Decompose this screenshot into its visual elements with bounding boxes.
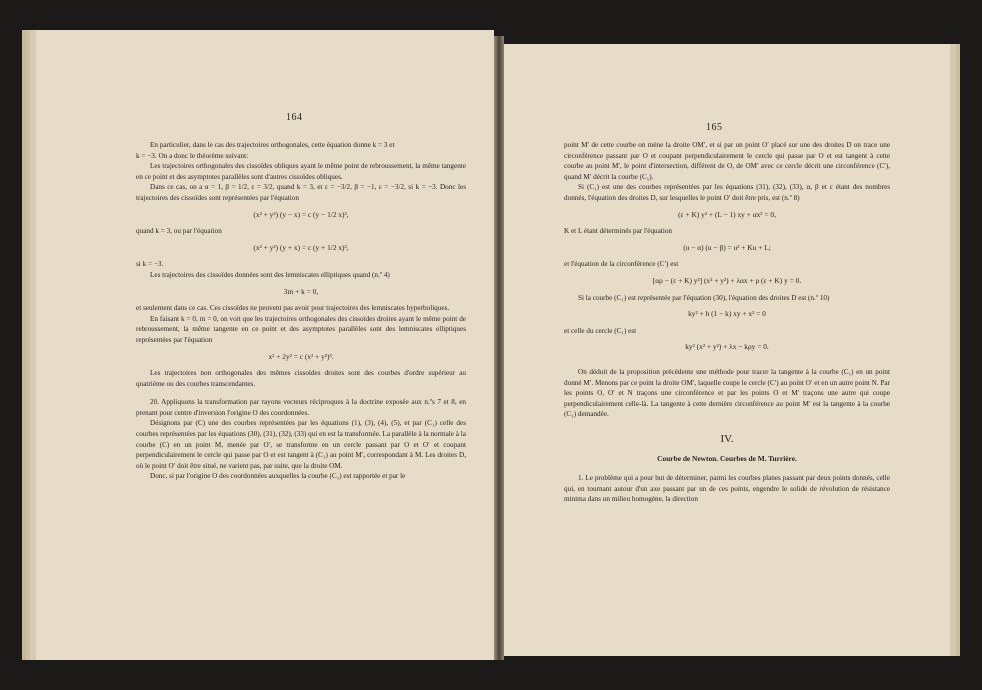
paragraph: En particulier, dans le cas des trajectoires orthogonales, cette équation donne k = 3 et	[150, 141, 395, 149]
equation: x² + 2y² = c (x² + y²)³.	[268, 351, 334, 361]
spacer	[564, 359, 890, 367]
paragraph: K et L étant déterminés par l'équation	[564, 227, 673, 236]
paragraph: Si (C₁) est une des courbes représentées par les équations (31), (32), (33), α, β et ε étant des nombres donnés, l'équation des droites D, sur lesquelles le point O′ doit être pris, est (n.º 8)	[564, 183, 890, 202]
section-title: Courbe de Newton. Courbes de M. Turrière.	[657, 454, 797, 464]
book-gutter	[494, 36, 504, 660]
page-number-right: 165	[706, 122, 723, 133]
paragraph: Dans ce cas, on a α = 1, β = 1/2, ε = 3/2, quand k = 3, et ε = −3/2, β = −1, ε = −3/2, si k = −3. Donc les trajectoires des cissoïdes sont représentées par l'équation	[136, 183, 466, 202]
left-page-text	[136, 140, 466, 482]
paragraph: Les trajectoires orthogonales des cissoïdes obliques ayant le même point de rebroussement, la même tangente en ce point et des asymptotes parallèles sont d'autres cissoïdes obliques.	[136, 162, 466, 181]
equation: (u − α) (u − β) = u² + Ku + L;	[683, 242, 771, 252]
equation: (x² + y²) (y + x) = c (y + 1/2 x)³,	[253, 242, 349, 252]
section-number: IV.	[720, 432, 734, 445]
equation: [αρ − (ε + K) y²] (x² + y²) + λαx + ρ (ε + K) y = 0.	[652, 275, 802, 285]
paragraph: point M′ de cette courbe on mène la droite OM′, et si par un point O′ placé sur une des droites D on trace une circonférence passant par O et coupant perpendiculairement le cercle qui passe par O et est tangent à cette courbe au point M′, le point d'intersection, différent de O, de OM′ avec ce cercle décrit une circonférence (C′), quand M′ décrit la courbe (C₁).	[564, 141, 890, 181]
paragraph: Si la courbe (C₁) est représentée par l'équation (30), l'équation des droites D est (n.º 10)	[578, 293, 830, 302]
page-number-left: 164	[286, 112, 303, 123]
equation: (x² + y²) (y − x) = c (y − 1/2 x)³,	[253, 209, 349, 219]
right-page-text	[564, 140, 890, 505]
paragraph: On déduit de la proposition précédente une méthode pour tracer la tangente à la courbe (C₁) en un point donné M′. Menons par ce point la droite OM′, laquelle coupe le cercle (C′) au point O′ et en un autre point N. Par les points O, O′ et N traçons une circonférence et par les points O et M′ traçons une autre qui coupe perpendiculairement celle-là. La tangente à cette dernière circonférence au point M′ est la tangente à la courbe (C₁) demandée.	[564, 367, 890, 419]
paragraph: 20. Appliquons la transformation par rayons vecteurs réciproques à la doctrine exposée aux n.ºs 7 et 8, en prenant pour centre d'inversion l'origine O des coordonnées.	[136, 398, 466, 417]
equation: (ε + K) y² + (L − 1) xy + αx² = 0,	[678, 209, 776, 219]
paragraph: Les trajectoires non orthogonales des mêmes cissoïdes droites sont des courbes d'ordre supérieur au quatrième ou des courbes transcendantes.	[136, 369, 466, 388]
paragraph: k = −3. On a donc le théorème suivant:	[136, 151, 249, 160]
left-page	[36, 30, 494, 660]
equation: 3m + k = 0,	[283, 286, 319, 296]
equation: ky² (x² + y²) + λx − kρy = 0.	[685, 342, 769, 352]
paragraph: si k = −3.	[136, 260, 164, 269]
paragraph: et seulement dans ce cas. Ces cissoïdes ne peuvent pas avoir pour trajectoires des lemniscates hyperboliques.	[136, 304, 450, 313]
right-page	[504, 44, 950, 656]
paragraph: En faisant k = 0, m = 0, on voit que les trajectoires orthogonales des cissoïdes droites ayant le même point de rebroussement, la même tangente en ce point et des asymptotes parallèles sont des lemniscates elliptiques représentées par l'équation	[136, 314, 466, 344]
paragraph: Désignons par (C) une des courbes représentées par les équations (1), (3), (4), (5), et par (C₁) celle des courbes représentées par les équations (30), (31), (32), (33) qui en est la transformée. La parallèle à la normale à la courbe (C) en un point M, menée par O′, se transforme en un cercle passant par O et O′ et coupant perpendiculairement le cercle qui passe par O et est tangent à (C₁) au point M′, correspondant à M. Les droites D, où le point O′ doit être situé, ne varient pas, par suite, que la droite OM.	[136, 419, 466, 470]
paragraph: et l'équation de la circonférence (C′) est	[564, 260, 679, 269]
paragraph: Les trajectoires des cissoïdes données sont des lemniscates elliptiques quand (n.º 4)	[150, 270, 390, 279]
spacer	[136, 389, 466, 397]
paragraph: quand k = 3, ou par l'équation	[136, 227, 222, 236]
paragraph: Donc, si par l'origine O des coordonnées auxquelles la courbe (C₁) est rapportée et par le	[150, 472, 406, 481]
paragraph: 1. Le problème qui a pour but de déterminer, parmi les courbes planes passant par deux points donnés, celle qui, en tournant autour d'un axe passant par un de ces points, engendre le solide de révolution de résistance minima dans un milieu homogène, la direction	[564, 474, 890, 504]
equation: ky² + h (1 − k) xy + x² = 0	[688, 309, 766, 319]
paragraph: et celle du cercle (C₁) est	[564, 326, 637, 335]
